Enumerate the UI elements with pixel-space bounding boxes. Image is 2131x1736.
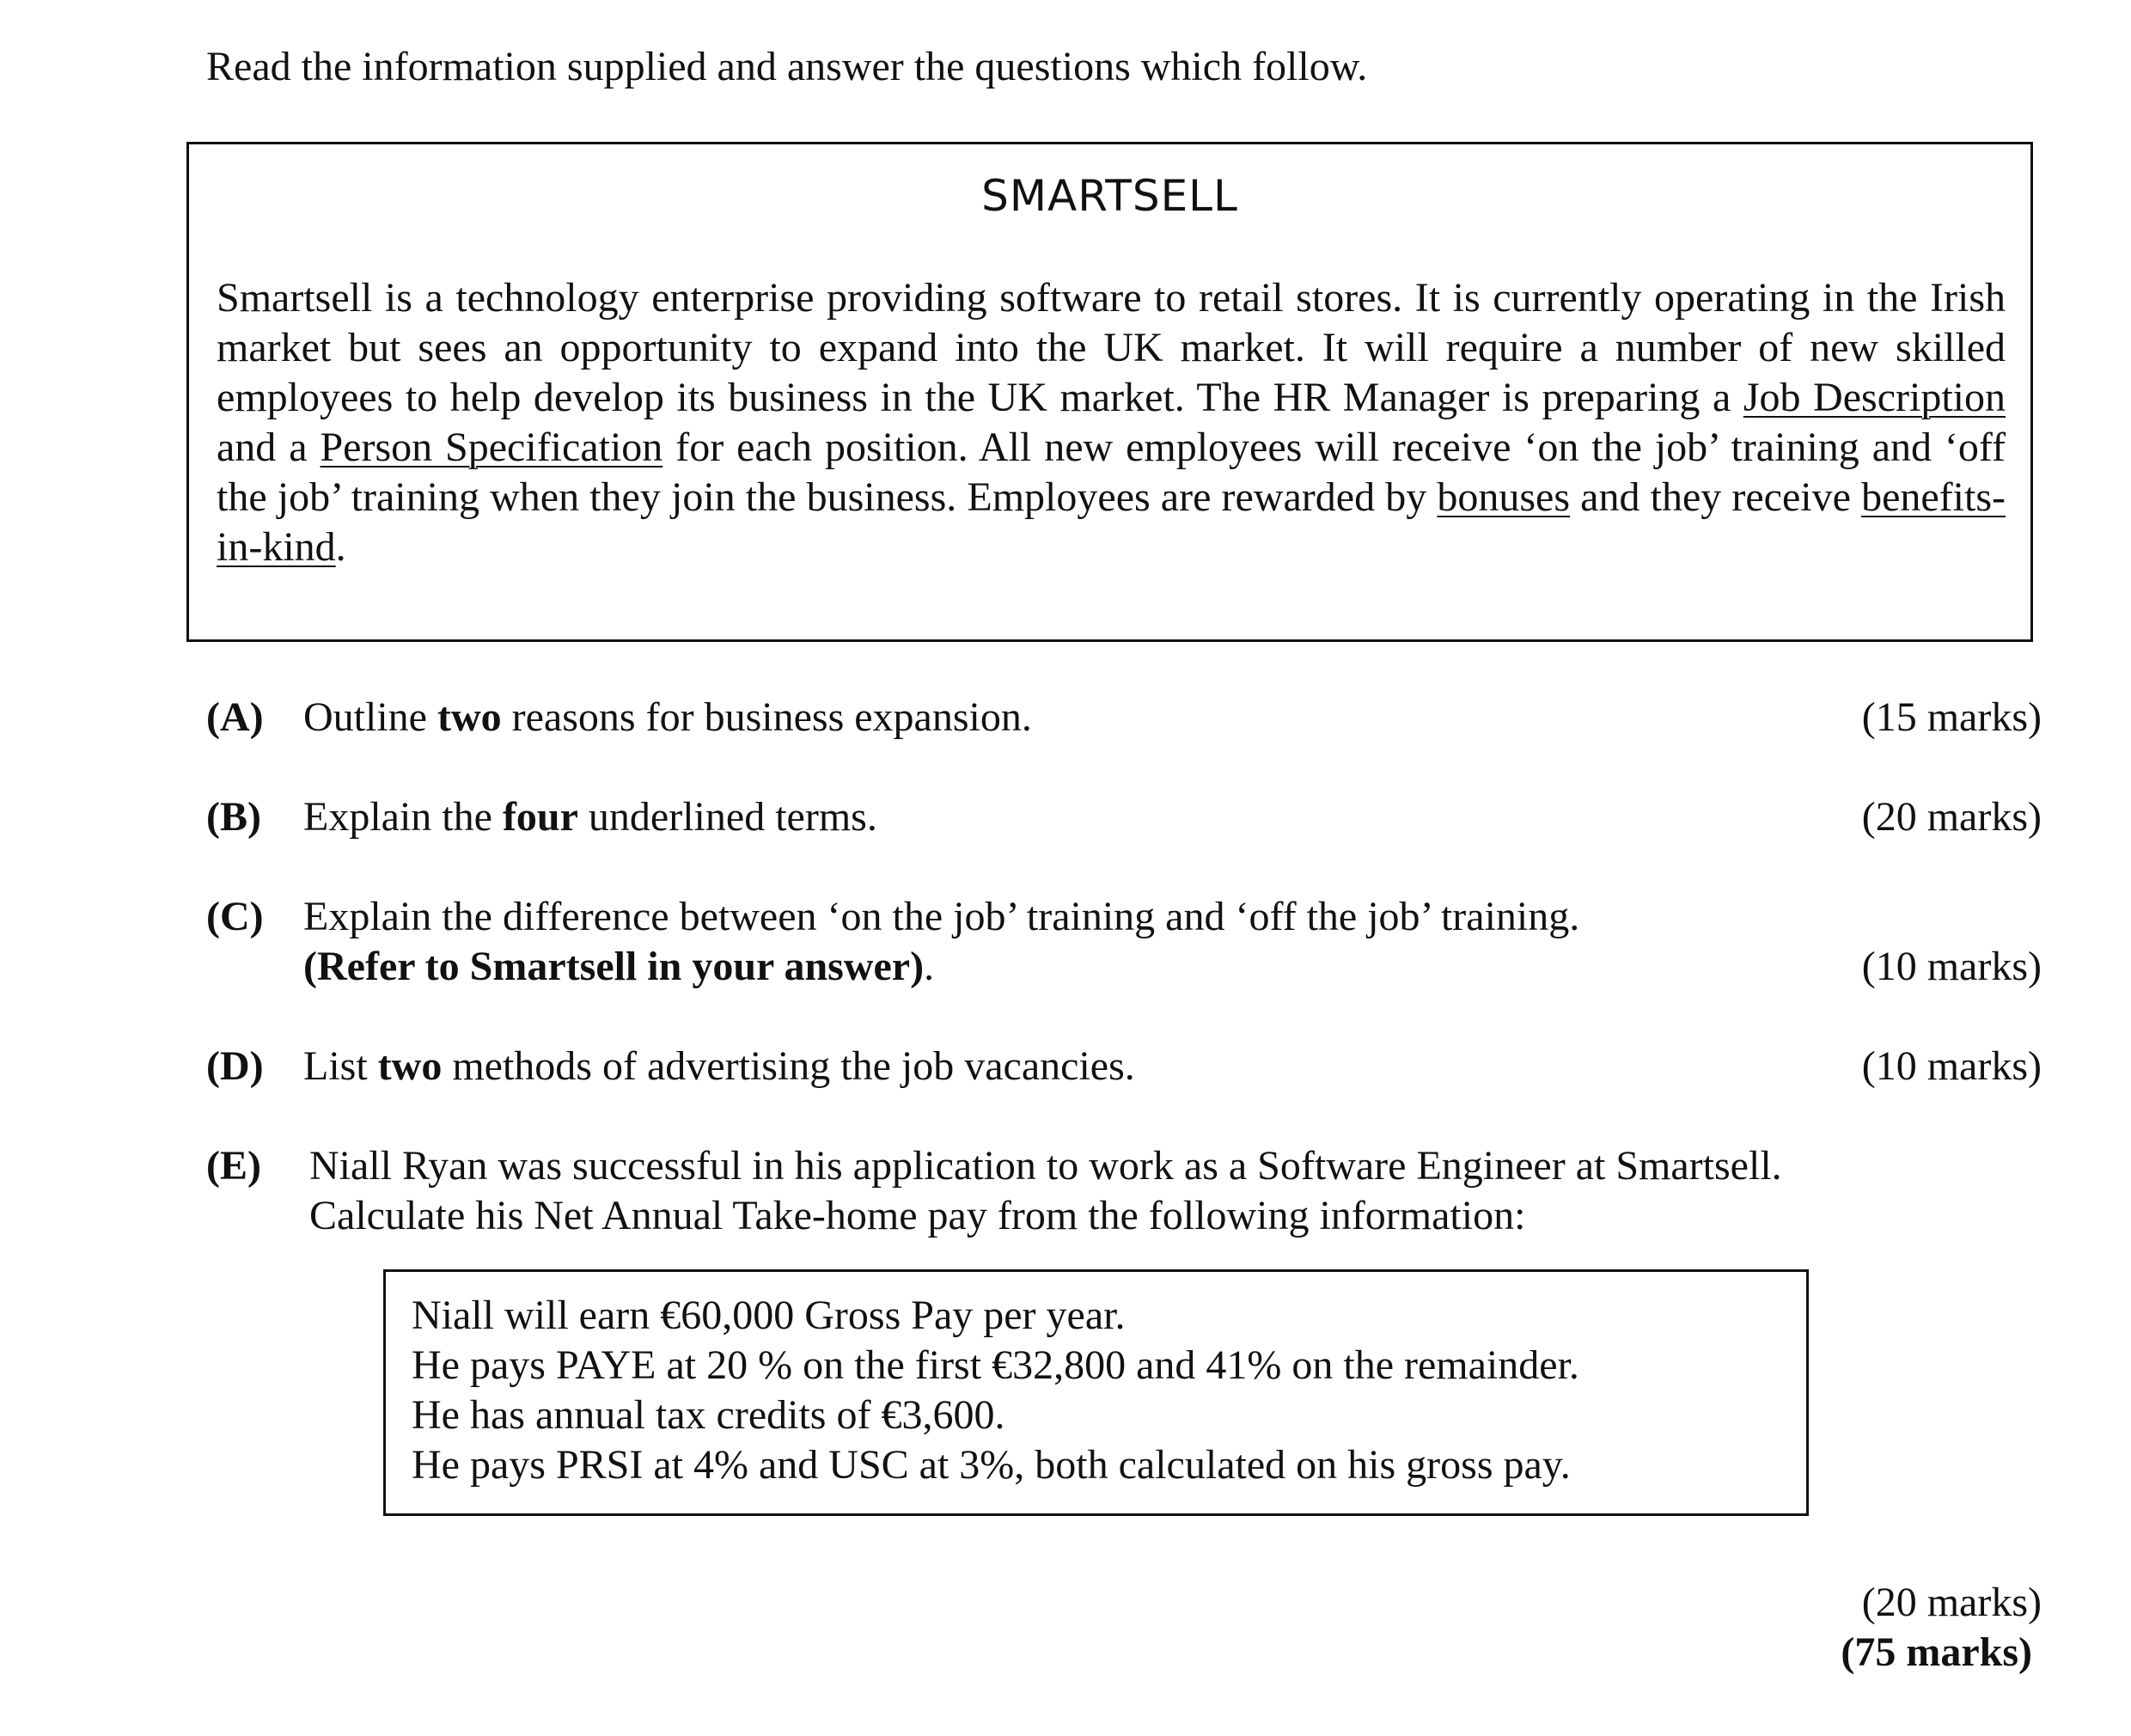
pay-info-gross: Niall will earn €60,000 Gross Pay per year. [412, 1293, 1126, 1338]
question-b-bold: four [502, 794, 578, 840]
question-d-pre: List [303, 1043, 378, 1089]
question-e-letter: (E) [206, 1143, 261, 1189]
pay-info-prsi-usc: He pays PRSI at 4% and USC at 3%, both calculated on his gross pay. [412, 1442, 1571, 1488]
question-d-text [303, 1042, 1135, 1091]
pay-information-box [383, 1269, 1809, 1516]
case-study-box [186, 142, 2033, 642]
question-a-text [303, 693, 1032, 743]
question-c-bold: (Refer to Smartsell in your answer) [303, 944, 925, 989]
question-e-line-1: Niall Ryan was successful in his application to work as a Software Engineer at Smartsell. [309, 1143, 1782, 1189]
question-c-marks: (10 marks) [1861, 944, 2042, 989]
question-c-line-1: Explain the difference between ‘on the job’ training and ‘off the job’ training. [303, 894, 1580, 939]
total-marks: (75 marks) [1841, 1629, 2032, 1675]
case-study-text [217, 273, 2006, 572]
question-a-letter: (A) [206, 694, 264, 740]
question-c [206, 892, 2042, 992]
case-text-part-4: and they receive [1570, 474, 1862, 520]
question-e-line-2: Calculate his Net Annual Take-home pay from the following information: [309, 1193, 1526, 1238]
question-b-marks: (20 marks) [1861, 794, 2042, 840]
question-d-letter: (D) [206, 1043, 264, 1089]
case-study-title: SMARTSELL [981, 171, 1238, 221]
pay-info-paye: He pays PAYE at 20 % on the first €32,800 and 41% on the remainder. [412, 1342, 1579, 1388]
case-text-part-3: for each position. All new employees will receive ‘on the job’ training and ‘off the job’ training when they join the business. Employees are rewarded by [217, 425, 2006, 520]
question-b-letter: (B) [206, 794, 261, 840]
instruction-text: Read the information supplied and answer the questions which follow. [206, 44, 1368, 89]
pay-information-lines [412, 1291, 1579, 1490]
question-a-post: reasons for business expansion. [501, 694, 1032, 740]
question-d-bold: two [377, 1043, 443, 1089]
question-d-marks: (10 marks) [1861, 1043, 2042, 1089]
question-c-letter: (C) [206, 894, 264, 939]
pay-info-tax-credits: He has annual tax credits of €3,600. [412, 1392, 1005, 1438]
case-text-part-5: . [335, 524, 346, 570]
question-b-pre: Explain the [303, 794, 503, 840]
case-text-part-1: Smartsell is a technology enterprise providing software to retail stores. It is currently operating in the Irish market but sees an opportunity to expand into the UK market. It will require a number of new skilled employees to help develop its business in the UK market. The HR Manager is preparing a [217, 275, 2006, 420]
question-b-post: underlined terms. [577, 794, 877, 840]
question-c-line-2 [303, 942, 934, 992]
question-b-text [303, 792, 877, 842]
case-text-part-2: and a [217, 425, 321, 470]
question-e [206, 1141, 2042, 1241]
question-d-post: methods of advertising the job vacancies. [442, 1043, 1135, 1089]
question-e-marks: (20 marks) [1861, 1580, 2042, 1625]
question-a-marks: (15 marks) [1861, 694, 2042, 740]
term-bonuses: bonuses [1437, 474, 1571, 520]
term-benefits-in-kind: benefits-in-kind [217, 474, 2006, 570]
term-job-description: Job Description [1743, 375, 2006, 420]
question-c-post: . [924, 944, 935, 989]
question-a-bold: two [437, 694, 502, 740]
question-a-pre: Outline [303, 694, 437, 740]
term-person-specification: Person Specification [320, 425, 663, 470]
